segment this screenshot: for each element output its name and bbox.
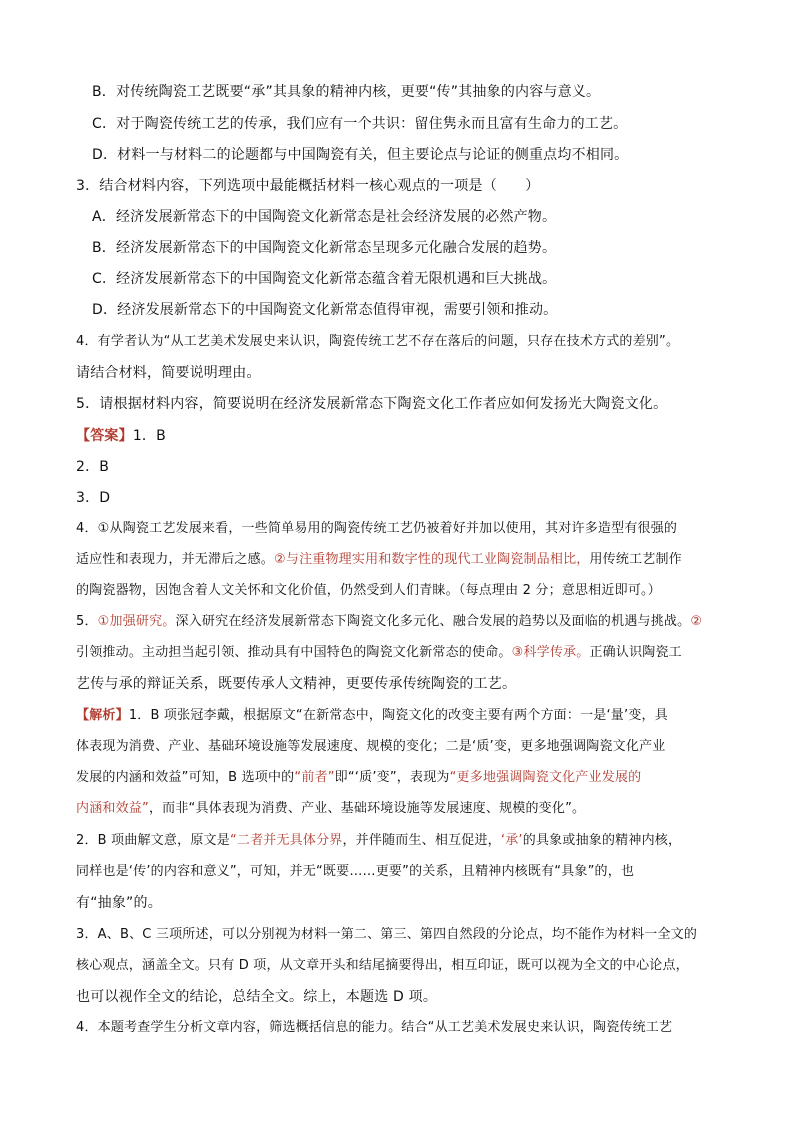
question-4: 4．有学者认为“从工艺美术发展史来认识，陶瓷传统工艺不存在落后的问题，只存在技术方式的差别”。 xyxy=(76,334,680,349)
analysis-line-2: 体表现为消费、产业、基础环境设施等发展速度、规模的变化；二是‘质’变，更多地强调陶瓷文化产业 xyxy=(76,739,666,754)
analysis-2-line-3: 有“抽象”的。 xyxy=(76,895,162,911)
q3-option-a: A．经济发展新常态下的中国陶瓷文化新常态是社会经济发展的必然产物。 xyxy=(92,209,557,225)
answer-5-num: 5． xyxy=(76,614,98,629)
answer-2: 2．B xyxy=(76,459,110,475)
answer-5-line-1 xyxy=(76,612,702,632)
q3-option-d: D．经济发展新常态下的中国陶瓷文化新常态值得审视，需要引领和推动。 xyxy=(92,302,558,318)
analysis-text: 发展的内涵和效益”可知，B 选项中的 xyxy=(76,770,295,785)
question-4-cont: 请结合材料，简要说明理由。 xyxy=(76,365,261,381)
answer-5-line-3: 艺传与承的辩证关系，既要传承人文精神，更要传承传统陶瓷的工艺。 xyxy=(76,676,517,692)
analysis-2-quote-2: ‘承’ xyxy=(500,833,523,848)
q3-option-b: B．经济发展新常态下的中国陶瓷文化新常态呈现多元化融合发展的趋势。 xyxy=(92,240,557,256)
answer-5-line-2 xyxy=(76,643,682,663)
answer-3: 3．D xyxy=(76,490,111,506)
question-5: 5．请根据材料内容，简要说明在经济发展新常态下陶瓷文化工作者应如何发扬光大陶瓷文化。 xyxy=(76,396,668,412)
analysis-quote-3: 内涵和效益” xyxy=(76,801,149,816)
analysis-1-text: 1．B 项张冠李戴，根据原文“在新常态中，陶瓷文化的改变主要有两个方面：一是‘量’变，具 xyxy=(128,708,668,723)
analysis-text-2: 即“‘质’变”，表现为 xyxy=(334,770,450,785)
analysis-3-line-1: 3．A、B、C 三项所述，可以分别视为材料一第二、第三、第四自然段的分论点，均不能作为材料一全文的 xyxy=(76,927,698,942)
analysis-quote-2: “更多地强调陶瓷文化产业发展的 xyxy=(449,770,642,785)
answer-5-point-1: ①加强研究。 xyxy=(97,614,176,629)
analysis-line-1 xyxy=(76,706,668,726)
answer-line-1 xyxy=(76,426,166,446)
analysis-2-text: 2．B 项曲解文意，原文是 xyxy=(76,833,230,848)
analysis-3-line-3: 也可以视作全文的结论，总结全文。综上，本题选 D 项。 xyxy=(76,989,438,1005)
analysis-2-text-2: ，并伴随而生、相互促进， xyxy=(342,833,501,848)
answer-5-text-3: 正确认识陶瓷工 xyxy=(589,645,682,660)
answer-5-text: 深入研究在经济发展新常态下陶瓷文化多元化、融合发展的趋势以及面临的机遇与挑战。 xyxy=(175,614,691,629)
analysis-2-quote-1: “二者并无具体分界 xyxy=(229,833,343,848)
analysis-line-4 xyxy=(76,799,585,819)
analysis-heading: 【解析】 xyxy=(76,708,129,723)
analysis-2-text-3: 的具象或抽象的精神内核， xyxy=(522,833,682,848)
answer-4-text: 适应性和表现力，并无滞后之感。 xyxy=(76,552,275,567)
analysis-text-3: ，而非“具体表现为消费、产业、基础环境设施等发展速度、规模的变化”。 xyxy=(148,801,586,816)
analysis-2-line-1 xyxy=(76,831,681,851)
option-d-line: D．材料一与材料二的论题都与中国陶瓷有关，但主要论点与论证的侧重点均不相同。 xyxy=(92,147,629,163)
option-c-line: C．对于陶瓷传统工艺的传承，我们应有一个共识：留住隽永而且富有生命力的工艺。 xyxy=(92,116,628,132)
option-b-line: B．对传统陶瓷工艺既要“承”其具象的精神内核，更要“传”其抽象的内容与意义。 xyxy=(92,84,601,100)
answer-5-text-2: 引领推动。主动担当起引领、推动具有中国特色的陶瓷文化新常态的使命。 xyxy=(76,645,512,660)
analysis-line-3 xyxy=(76,768,641,788)
analysis-quote-1: “前者” xyxy=(294,770,335,785)
answer-1: 1．B xyxy=(132,428,166,444)
answer-4-line-2 xyxy=(76,550,682,570)
answer-4-text-cont: 用传统工艺制作 xyxy=(589,552,682,567)
answer-4-highlight: ②与注重物理实用和数字性的现代工业陶瓷制品相比， xyxy=(274,552,590,567)
answer-4-line-1: 4．①从陶瓷工艺发展来看，一些简单易用的陶瓷传统工艺仍被着好并加以使用，其对许多造型有很强的 xyxy=(76,521,678,536)
analysis-2-line-2: 同样也是‘传’的内容和意义”，可知，并无“既要……更要”的关系，且精神内核既有“具象”的，也 xyxy=(76,864,635,879)
question-3: 3．结合材料内容，下列选项中最能概括材料一核心观点的一项是（ ） xyxy=(76,178,540,194)
q3-option-c: C．经济发展新常态下的中国陶瓷文化新常态蕴含着无限机遇和巨大挑战。 xyxy=(92,271,557,287)
analysis-3-line-2: 核心观点，涵盖全文。只有 D 项，从文章开头和结尾摘要得出，相互印证，既可以视为全文的中心论点， xyxy=(76,958,689,973)
answer-4-line-3: 的陶瓷器物，因饱含着人文关怀和文化价值，仍然受到人们青睐。（每点理由 2 分；意思相近即可。） xyxy=(76,583,661,598)
answer-5-point-3: ③科学传承。 xyxy=(511,645,590,660)
analysis-4-line-1: 4．本题考查学生分析文章内容，筛选概括信息的能力。结合“从工艺美术发展史来认识，陶瓷传统工艺 xyxy=(76,1020,673,1035)
answer-5-point-2-num: ② xyxy=(690,614,703,629)
answer-heading: 【答案】 xyxy=(76,428,133,444)
